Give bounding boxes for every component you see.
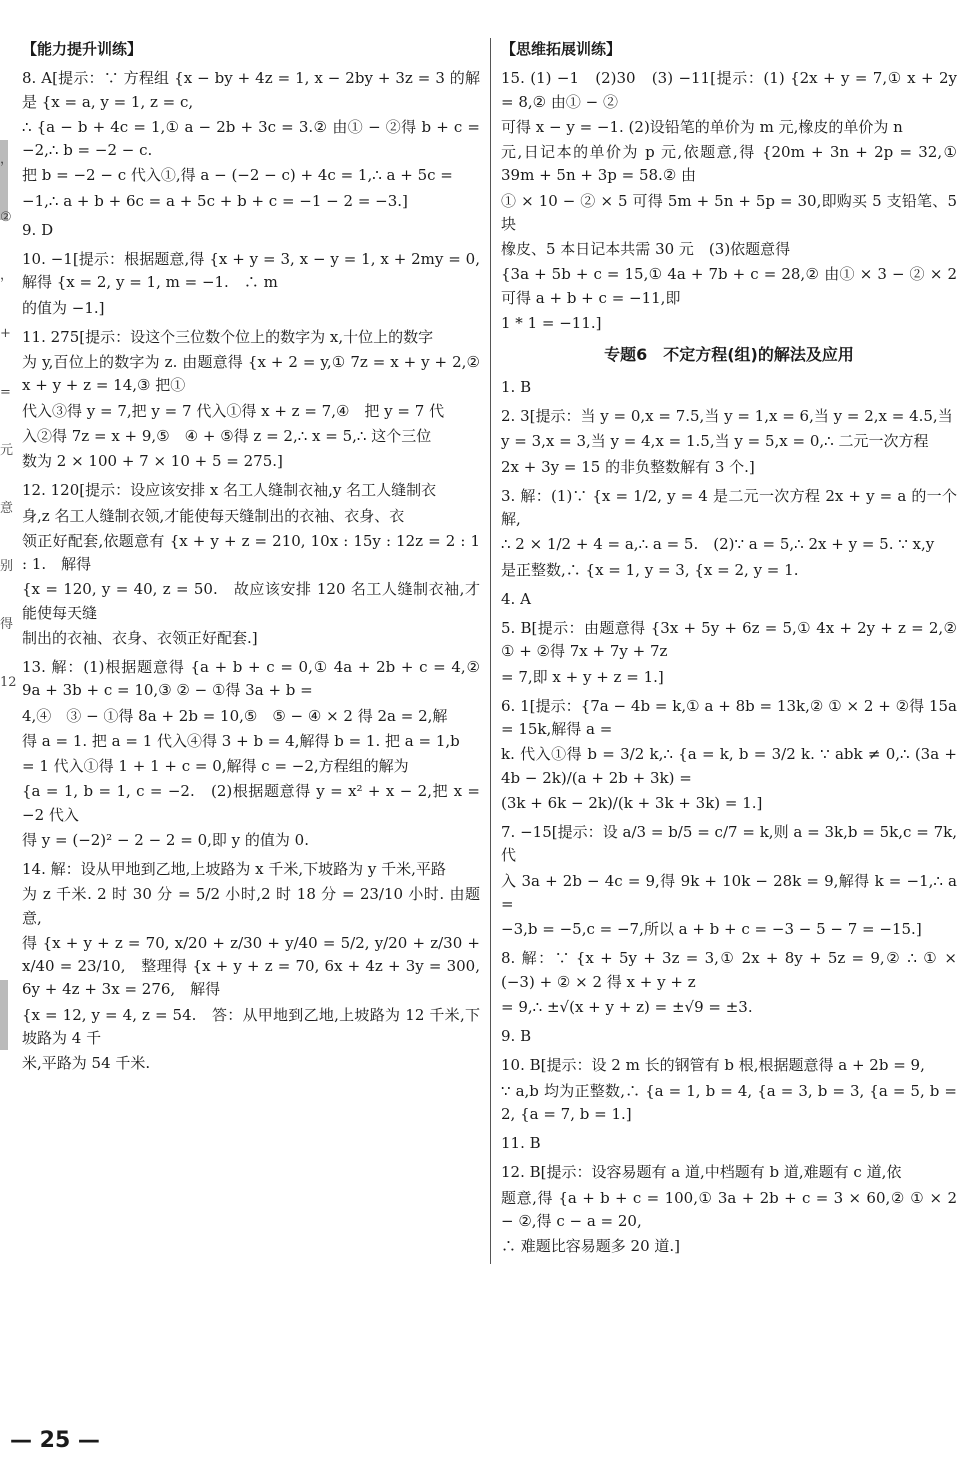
answer-line: = 7,即 x + y + z = 1.] xyxy=(501,667,664,686)
answer-line: −3,b = −5,c = −7,所以 a + b + c = −3 − 5 − 7 = −15.] xyxy=(501,920,922,939)
answer-line: 2. 3[提示：当 y = 0,x = 7.5,当 y = 1,x = 6,当 y = 2,x = 4.5,当 xyxy=(501,407,953,426)
answer-line: 为 z 千米. 2 时 30 分 = 5/2 小时,2 时 18 分 = 23/10 小时. 由题意, xyxy=(22,885,480,927)
answer-line: 可得 x − y = −1. (2)设铅笔的单价为 m 元,橡皮的单价为 n xyxy=(501,117,903,136)
edge-mark: 元 xyxy=(0,442,14,458)
answer-line: 12. B[提示：设容易题有 a 道,中档题有 b 道,难题有 c 道,依 xyxy=(501,1163,902,1182)
right-column xyxy=(490,38,957,1264)
answer-item-3 xyxy=(501,485,957,582)
edge-mark: + xyxy=(0,326,11,342)
answer-line: 15. (1) −1 (2)30 (3) −11[提示：(1) {2x + y = 7,① x + 2y = 8,② 由① − ② xyxy=(501,69,957,111)
answer-line: 9. D xyxy=(22,220,54,239)
answer-line: 8. 解：∵ {x + 5y + 3z = 3,① 2x + 8y + 5z = 9,② ∴ ① × (−3) + ② × 2 得 x + y + z xyxy=(501,949,957,991)
answer-line: 得 a = 1. 把 a = 1 代入④得 3 + b = 4,解得 b = 1. 把 a = 1,b xyxy=(22,731,460,750)
answer-line: 11. B xyxy=(501,1134,541,1153)
answer-line: 10. B[提示：设 2 m 长的钢管有 b 根,根据题意得 a + 2b = 9, xyxy=(501,1056,925,1075)
edge-mark: 得 xyxy=(0,617,14,633)
answer-line: k. 代入①得 b = 3/2 k,∴ {a = k, b = 3/2 k. ∵ abk ≠ 0,∴ (3a + 4b − 2k)/(a + 2b + 3k) = xyxy=(501,745,957,787)
answer-line: 3. 解：(1)∵ {x = 1/2, y = 4 是二元一次方程 2x + y = a 的一个解, xyxy=(501,486,957,529)
answer-line: 入②得 7z = x + 9,⑤ ④ + ⑤得 z = 2,∴ x = 5,∴ 这个三位 xyxy=(22,426,432,445)
left-section-title: 【能力提升训练】 xyxy=(22,40,143,58)
right-section-title: 【思维拓展训练】 xyxy=(501,40,622,58)
answer-line: {3a + 5b + c = 15,① 4a + 7b + c = 28,② 由① × 3 − ② × 2 可得 a + b + c = −11,即 xyxy=(501,265,957,307)
answer-line: 制出的衣袖、衣身、衣领正好配套.] xyxy=(22,628,258,647)
answer-line: 14. 解：设从甲地到乙地,上坡路为 x 千米,下坡路为 y 千米,平路 xyxy=(22,860,446,878)
answer-item-12 xyxy=(22,479,480,650)
answer-line: 米,平路为 54 千米. xyxy=(22,1054,151,1072)
edge-mark: 12 xyxy=(0,675,17,691)
edge-mark: 别 xyxy=(0,558,14,574)
answer-line: 5. B[提示：由题意得 {3x + 5y + 6z = 5,① 4x + 2y + z = 2,② ① + ②得 7x + 7y + 7z xyxy=(501,619,957,661)
answer-item-2 xyxy=(501,405,957,479)
answer-line: 领正好配套,依题意有 {x + y + z = 210, 10x : 15y : 12z = 2 : 1 : 1. 解得 xyxy=(22,531,480,573)
answer-line: 身,z 名工人缝制衣领,才能使每天缝制出的衣袖、衣身、衣 xyxy=(22,506,405,525)
answer-item-10 xyxy=(501,1054,957,1126)
answer-item-9 xyxy=(501,1025,957,1048)
answer-line: 8. A[提示：∵ 方程组 {x − by + 4z = 1, x − 2by + 3z = 3 的解是 {x = a, y = 1, z = c, xyxy=(22,69,480,111)
answer-line: 9. B xyxy=(501,1027,532,1046)
page-number: — 25 — xyxy=(10,1427,100,1453)
edge-mark: 意 xyxy=(0,500,14,516)
answer-item-10 xyxy=(22,248,496,320)
answer-line: ∴ 2 × 1/2 + 4 = a,∴ a = 5. (2)∵ a = 5,∴ 2x + y = 5. ∵ x,y xyxy=(501,535,935,554)
answer-line: 题意,得 {a + b + c = 100,① 3a + 2b + c = 3 × 60,② ① × 2 − ②,得 c − a = 20, xyxy=(501,1188,957,1230)
edge-mark: ， xyxy=(0,268,14,284)
edge-marks xyxy=(0,150,17,731)
answer-item-8 xyxy=(501,947,957,1019)
left-column xyxy=(22,38,496,1081)
answer-line: y = 3,x = 3,当 y = 4,x = 1.5,当 y = 5,x = 0,∴ 二元一次方程 xyxy=(501,432,929,451)
answer-line: ∴ 难题比容易题多 20 道.] xyxy=(501,1237,681,1256)
edge-strip-bottom xyxy=(0,980,8,1050)
answer-item-13 xyxy=(22,656,480,852)
answer-item-11 xyxy=(22,326,480,474)
answer-line: 得 y = (−2)² − 2 − 2 = 0,即 y 的值为 0. xyxy=(22,830,309,849)
edge-mark: ， xyxy=(0,152,14,167)
answer-item-12 xyxy=(501,1161,957,1258)
answer-line: = 9,∴ ±√(x + y + z) = ±√9 = ±3. xyxy=(501,997,753,1016)
right-item-list-a xyxy=(501,67,957,335)
answer-line: −1,∴ a + b + 6c = a + 5c + b + c = −1 − 2 = −3.] xyxy=(22,191,408,210)
answer-line: = 1 代入①得 1 + 1 + c = 0,解得 c = −2,方程组的解为 xyxy=(22,757,409,775)
answer-line: 得 {x + y + z = 70, x/20 + z/30 + y/40 = 5/2, y/20 + z/30 + x/40 = 23/10, 整理得 {x + y + z = 70, 6x + 4z + 3y = 300, 6y + 4z + 3x = 276, 解得 xyxy=(22,933,480,999)
answer-line: 数为 2 × 100 + 7 × 10 + 5 = 275.] xyxy=(22,452,283,470)
answer-line: ① × 10 − ② × 5 可得 5m + 5n + 5p = 30,即购买 5 支铅笔、5 块 xyxy=(501,191,957,233)
answer-item-6 xyxy=(501,695,957,815)
answer-line: ∴ {a − b + 4c = 1,① a − 2b + 3c = 3.② 由① − ②得 b + c = −2,∴ b = −2 − c. xyxy=(22,117,480,159)
answer-line: 1. B xyxy=(501,377,532,396)
answer-line: 元,日记本的单价为 p 元,依题意,得 {20m + 3n + 2p = 32,① 39m + 5n + 3p = 58.② 由 xyxy=(501,143,957,185)
answer-item-7 xyxy=(501,821,957,941)
answer-line: 把 b = −2 − c 代入①,得 a − (−2 − c) + 4c = 1,∴ a + 5c = xyxy=(22,166,453,185)
topic-title: 专题6 不定方程(组)的解法及应用 xyxy=(604,345,854,364)
answer-item-15 xyxy=(501,67,957,335)
answer-line: 12. 120[提示：设应该安排 x 名工人缝制衣袖,y 名工人缝制衣 xyxy=(22,481,437,500)
edge-mark: = xyxy=(0,384,11,400)
answer-line: 4. A xyxy=(501,589,531,608)
answer-item-9 xyxy=(22,219,480,242)
left-item-list xyxy=(22,67,496,1075)
answer-line: ∵ a,b 均为正整数,∴ {a = 1, b = 4, {a = 3, b = 3, {a = 5, b = 2, {a = 7, b = 1.] xyxy=(501,1081,957,1123)
answer-item-14 xyxy=(22,858,480,1075)
answer-line: 7. −15[提示：设 a/3 = b/5 = c/7 = k,则 a = 3k,b = 5k,c = 7k,代 xyxy=(501,823,957,865)
right-item-list-b xyxy=(501,376,957,1259)
answer-line: 11. 275[提示：设这个三位数个位上的数字为 x,十位上的数字 xyxy=(22,327,434,346)
edge-mark: ② xyxy=(0,210,12,226)
answer-line: {x = 12, y = 4, z = 54. 答：从甲地到乙地,上坡路为 12 千米,下坡路为 4 千 xyxy=(22,1005,480,1047)
answer-line: {x = 120, y = 40, z = 50. 故应该安排 120 名工人缝制衣袖,才能使每天缝 xyxy=(22,580,480,622)
answer-line: 6. 1[提示：{7a − 4b = k,① a + 8b = 13k,② ① × 2 + ②得 15a = 15k,解得 a = xyxy=(501,696,957,739)
answer-item-5 xyxy=(501,617,957,689)
answer-line: 13. 解：(1)根据题意得 {a + b + c = 0,① 4a + 2b + c = 4,② 9a + 3b + c = 10,③ ② − ①得 3a + b = xyxy=(22,658,480,700)
answer-line: 代入③得 y = 7,把 y = 7 代入①得 x + z = 7,④ 把 y = 7 代 xyxy=(22,401,445,420)
answer-line: 的值为 −1.] xyxy=(22,298,105,317)
answer-item-4 xyxy=(501,588,957,611)
answer-item-11 xyxy=(501,1132,957,1155)
answer-line: 4,④ ③ − ①得 8a + 2b = 10,⑤ ⑤ − ④ × 2 得 2a = 2,解 xyxy=(22,706,448,725)
answer-line: 1 * 1 = −11.] xyxy=(501,313,602,332)
answer-line: 是正整数,∴ {x = 1, y = 3, {x = 2, y = 1. xyxy=(501,560,799,579)
answer-line: (3k + 6k − 2k)/(k + 3k + 3k) = 1.] xyxy=(501,793,763,812)
answer-line: 入 3a + 2b − 4c = 9,得 9k + 10k − 28k = 9,解得 k = −1,∴ a = xyxy=(501,871,957,913)
answer-line: 10. −1[提示：根据题意,得 {x + y = 3, x − y = 1, x + 2my = 0, 解得 {x = 2, y = 1, m = −1. ∴ m xyxy=(22,250,496,292)
answer-line: {a = 1, b = 1, c = −2. (2)根据题意得 y = x² + x − 2,把 x = −2 代入 xyxy=(22,782,480,824)
answer-line: 为 y,百位上的数字为 z. 由题意得 {x + 2 = y,① 7z = x + y + 2,② x + y + z = 14,③ 把① xyxy=(22,353,480,395)
answer-item-8 xyxy=(22,67,480,213)
answer-line: 橡皮、5 本日记本共需 30 元 (3)依题意得 xyxy=(501,240,791,258)
answer-item-1 xyxy=(501,376,957,399)
answer-line: 2x + 3y = 15 的非负整数解有 3 个.] xyxy=(501,457,755,476)
